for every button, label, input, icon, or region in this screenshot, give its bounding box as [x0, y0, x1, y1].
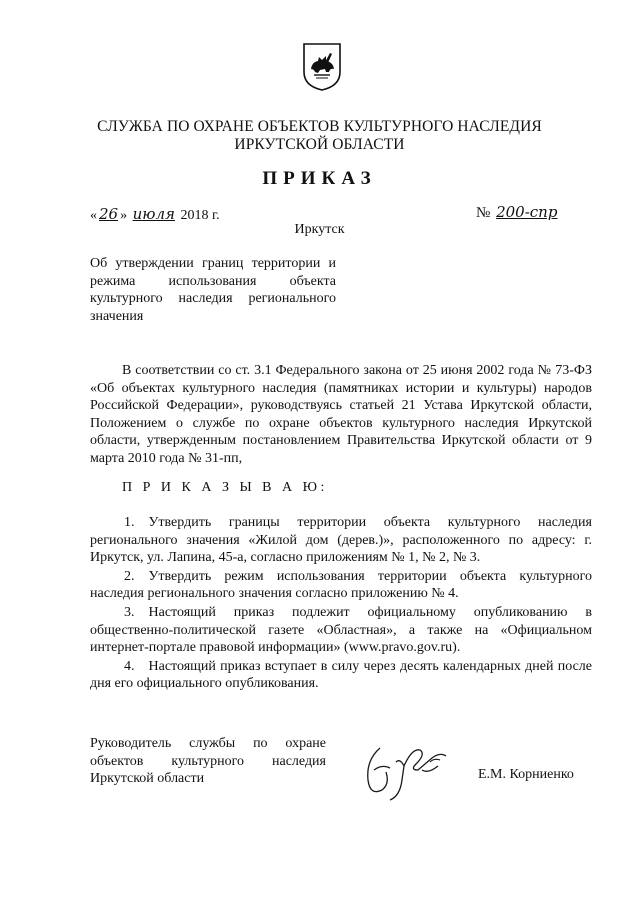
document-number [476, 203, 559, 222]
signatory-title-line1: Руководитель службы по охране [90, 736, 326, 751]
document-subject: Об утверждении границ территории и режима использования объекта культурного наследия регионального значения [90, 256, 336, 324]
order-item: 3. Настоящий приказ подлежит официальному опубликованию в общественно-политической газете «Областная», а также на «Официальном интернет-портале правовой информации» (www.pravo.gov.ru). [90, 604, 592, 656]
document-type-title: ПРИКАЗ [262, 168, 377, 189]
number-prefix: № [476, 205, 491, 221]
date-month: июля [132, 205, 175, 223]
number-value: 200-спр [496, 203, 558, 221]
signatory-title-line3: Иркутской области [90, 771, 205, 787]
date-close-quote: » [120, 208, 128, 223]
order-items [90, 514, 592, 693]
date-open-quote: « [90, 208, 97, 223]
order-heading: П Р И К А З Ы В А Ю: [122, 480, 328, 495]
city-name: Иркутск [294, 222, 345, 237]
preamble-paragraph: В соответствии со ст. 3.1 Федерального закона от 25 июня 2002 года № 73-ФЗ «Об объектах культурного наследия (памятниках истории и культуры) народов Российской Федерации», руководствуясь статьей 21 Устава Иркутской области, Положением о службе по охране объектов культурного наследия Иркутской области, утвержденным постановлением Правительства Иркутской области от 9 марта 2010 года № 31-пп, [90, 363, 592, 466]
order-item: 2. Утвердить режим использования территории объекта культурного наследия регионального значения согласно приложению № 4. [90, 568, 592, 602]
organization-name-line1: СЛУЖБА ПО ОХРАНЕ ОБЪЕКТОВ КУЛЬТУРНОГО НАСЛЕДИЯ [97, 118, 542, 135]
handwritten-signature [360, 740, 470, 802]
signatory-name: Е.М. Корниенко [478, 767, 574, 782]
signatory-title [90, 735, 326, 788]
organization-name-line2: ИРКУТСКОЙ ОБЛАСТИ [234, 136, 405, 153]
date-year: 2018 г. [180, 208, 220, 223]
coat-of-arms-icon [302, 42, 342, 92]
order-item: 1. Утвердить границы территории объекта культурного наследия регионального значения «Жилой дом (дерев.)», расположенного по адресу: г. Иркутск, ул. Лапина, 45-а, согласно приложениям № 1, № 2, № 3. [90, 515, 592, 566]
signatory-title-line2: объектов культурного наследия [90, 753, 326, 769]
date-day: 26 [99, 205, 119, 223]
order-item: 4. Настоящий приказ вступает в силу через десять календарных дней после дня его официального опубликования. [90, 658, 592, 692]
